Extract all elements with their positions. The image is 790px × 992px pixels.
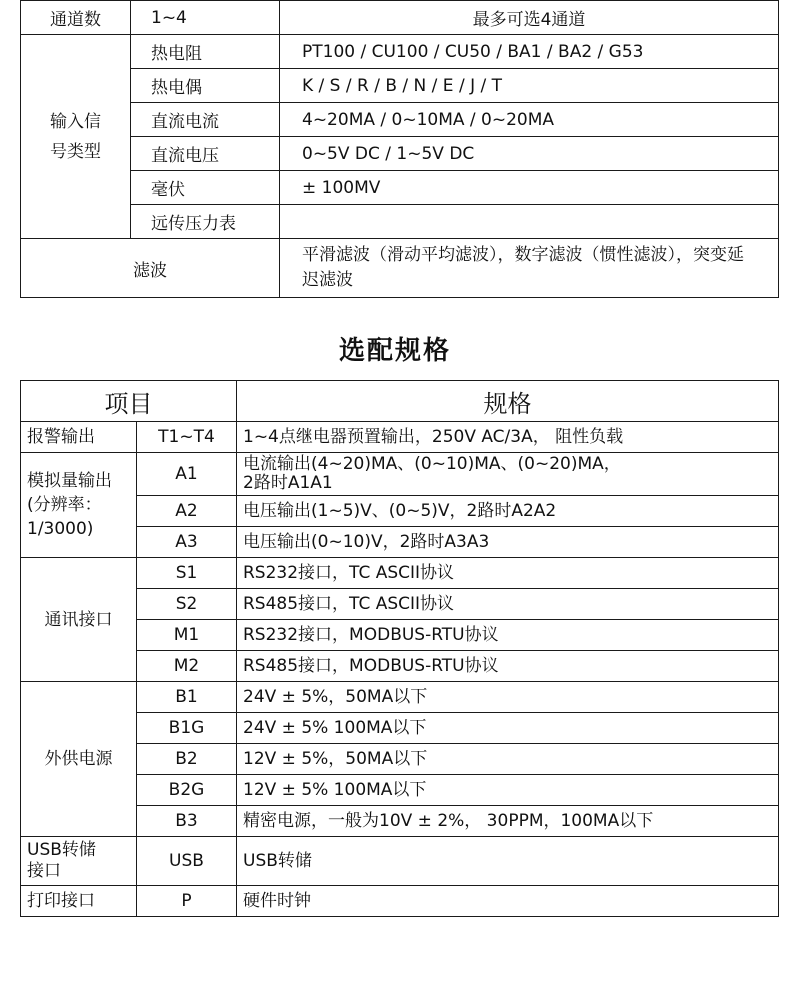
option-code: T1~T4 xyxy=(137,422,237,453)
options-table xyxy=(20,380,779,917)
print-group: 打印接口 xyxy=(21,886,137,917)
channels-label: 通道数 xyxy=(21,1,131,35)
option-spec: 硬件时钟 xyxy=(237,886,779,917)
input-spec: K / S / R / B / N / E / J / T xyxy=(280,69,779,103)
option-spec: USB转储 xyxy=(237,837,779,886)
table-row xyxy=(21,422,779,453)
input-type: 热电阻 xyxy=(131,35,280,69)
input-type: 毫伏 xyxy=(131,171,280,205)
option-code: S2 xyxy=(137,589,237,620)
option-spec: 电压输出(1~5)V、(0~5)V，2路时A2A2 xyxy=(237,496,779,527)
option-spec: RS232接口，TC ASCII协议 xyxy=(237,558,779,589)
section-title: 选配规格 xyxy=(338,336,451,366)
option-code: B2 xyxy=(137,744,237,775)
option-spec: RS485接口，MODBUS-RTU协议 xyxy=(237,651,779,682)
table-row xyxy=(21,837,779,886)
table-row xyxy=(21,171,779,205)
option-spec: 12V ± 5% 100MA以下 xyxy=(237,775,779,806)
option-code: B2G xyxy=(137,775,237,806)
option-code: M2 xyxy=(137,651,237,682)
option-code: B1 xyxy=(137,682,237,713)
option-code: B3 xyxy=(137,806,237,837)
option-code: A2 xyxy=(137,496,237,527)
input-spec xyxy=(280,205,779,239)
input-spec: PT100 / CU100 / CU50 / BA1 / BA2 / G53 xyxy=(280,35,779,69)
option-spec: RS485接口，TC ASCII协议 xyxy=(237,589,779,620)
table-row xyxy=(21,103,779,137)
option-code: M1 xyxy=(137,620,237,651)
table-row xyxy=(21,453,779,496)
input-type: 直流电压 xyxy=(131,137,280,171)
option-code: USB xyxy=(137,837,237,886)
input-type-group: 输入信 号类型 xyxy=(21,35,131,239)
option-code: B1G xyxy=(137,713,237,744)
filter-label: 滤波 xyxy=(21,239,280,298)
input-spec-table xyxy=(20,0,779,298)
header-spec: 规格 xyxy=(237,381,779,422)
table-row xyxy=(21,35,779,69)
option-spec: 精密电源，一般为10V ± 2%， 30PPM，100MA以下 xyxy=(237,806,779,837)
header-item: 项目 xyxy=(21,381,237,422)
option-spec: 12V ± 5%，50MA以下 xyxy=(237,744,779,775)
table-row xyxy=(21,69,779,103)
option-code: P xyxy=(137,886,237,917)
input-type: 远传压力表 xyxy=(131,205,280,239)
input-spec: 4~20MA / 0~10MA / 0~20MA xyxy=(280,103,779,137)
table-row xyxy=(21,558,779,589)
alarm-group: 报警输出 xyxy=(21,422,137,453)
comm-group: 通讯接口 xyxy=(21,558,137,682)
input-type: 直流电流 xyxy=(131,103,280,137)
table-row xyxy=(21,137,779,171)
table-row xyxy=(21,205,779,239)
input-type: 热电偶 xyxy=(131,69,280,103)
channels-note: 最多可选4通道 xyxy=(280,1,779,35)
input-spec: 0~5V DC / 1~5V DC xyxy=(280,137,779,171)
option-code: A1 xyxy=(137,453,237,496)
table-header-row xyxy=(21,381,779,422)
power-group: 外供电源 xyxy=(21,682,137,837)
channels-value: 1~4 xyxy=(131,1,280,35)
table-row xyxy=(21,1,779,35)
option-spec: 24V ± 5% 100MA以下 xyxy=(237,713,779,744)
filter-spec: 平滑滤波（滑动平均滤波），数字滤波（惯性滤波），突变延迟滤波 xyxy=(280,239,779,298)
option-spec: 电压输出(0~10)V，2路时A3A3 xyxy=(237,527,779,558)
input-spec: ± 100MV xyxy=(280,171,779,205)
usb-group: USB转储 接口 xyxy=(21,837,137,886)
option-spec: 1~4点继电器预置输出，250V AC/3A， 阻性负载 xyxy=(237,422,779,453)
option-code: S1 xyxy=(137,558,237,589)
table-row xyxy=(21,886,779,917)
analog-group: 模拟量输出 (分辨率： 1/3000) xyxy=(21,453,137,558)
table-row xyxy=(21,682,779,713)
option-spec: RS232接口，MODBUS-RTU协议 xyxy=(237,620,779,651)
table-row xyxy=(21,239,779,298)
option-spec: 电流输出(4~20)MA、(0~10)MA、(0~20)MA， 2路时A1A1 xyxy=(237,453,779,496)
option-spec: 24V ± 5%，50MA以下 xyxy=(237,682,779,713)
option-code: A3 xyxy=(137,527,237,558)
